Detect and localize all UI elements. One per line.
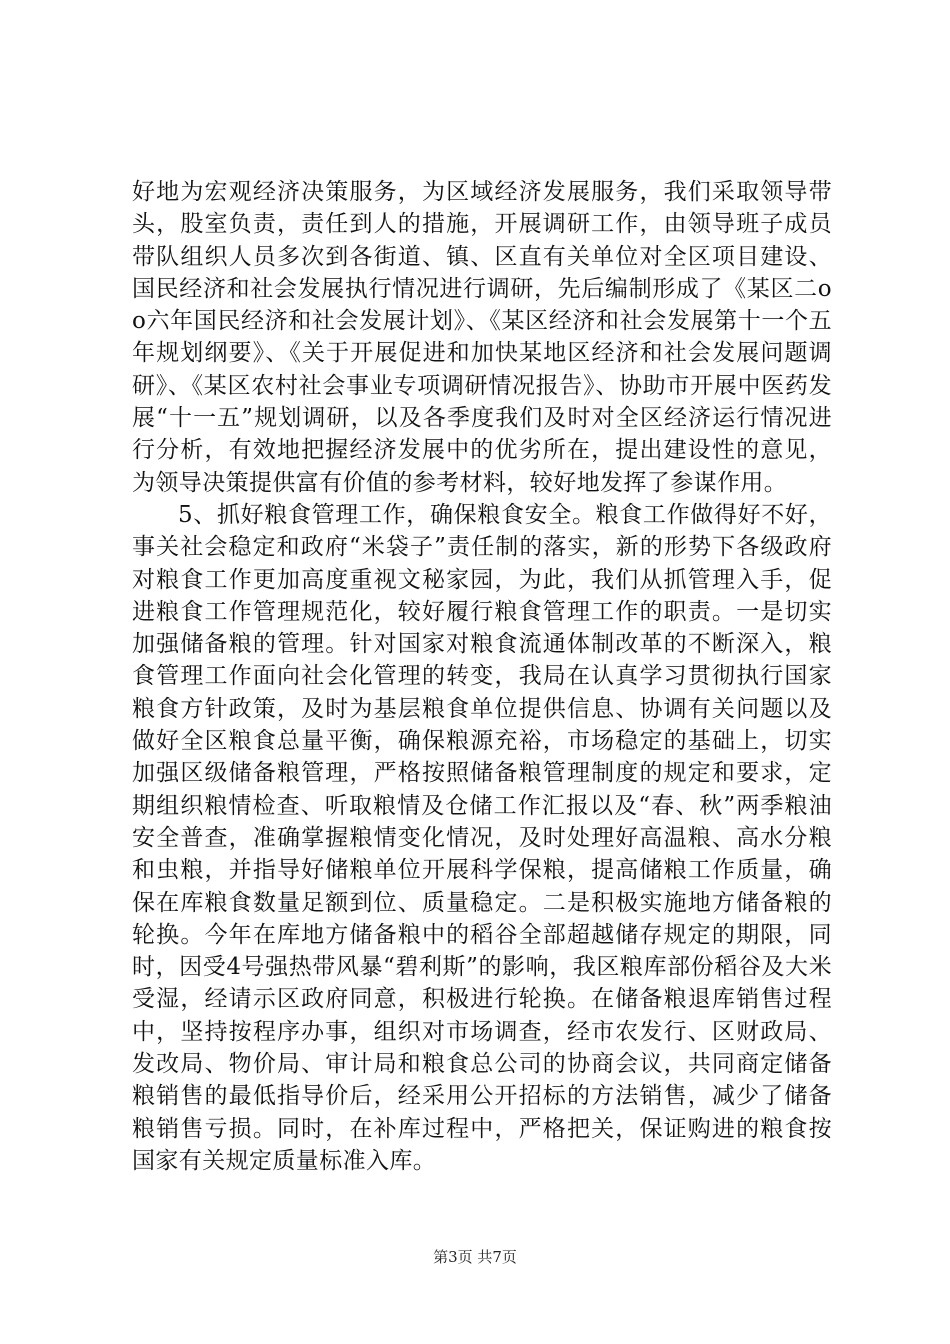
paragraph-research-work: 好地为宏观经济决策服务，为区域经济发展服务，我们采取领导带头，股室负责，责任到人的措施，开展调研工作，由领导班子成员带队组织人员多次到各街道、镇、区直有关单位对全区项目建设、国民经济和社会发展执行情况进行调研，先后编制形成了《某区二oo六年国民经济和社会发展计划》、《某区经济和社会发展第十一个五年规划纲要》、《关于开展促进和加快某地区经济和社会发展问题调研》、《某区农村社会事业专项调研情况报告》、协助市开展中医药发展“十一五”规划调研，以及各季度我们及时对全区经济运行情况进行分析，有效地把握经济发展中的优劣所在，提出建设性的意见，为领导决策提供富有价值的参考材料，较好地发挥了参谋作用。 bbox=[132, 179, 832, 496]
document-body bbox=[132, 176, 832, 1177]
page-number-footer: 第3页 共7页 bbox=[433, 1248, 517, 1266]
paragraph-grain-management: 5、抓好粮食管理工作，确保粮食安全。粮食工作做得好不好，事关社会稳定和政府“米袋子”责任制的落实，新的形势下各级政府对粮食工作更加高度重视文秘家园，为此，我们从抓管理入手，促进粮食工作管理规范化，较好履行粮食管理工作的职责。一是切实加强储备粮的管理。针对国家对粮食流通体制改革的不断深入，粮食管理工作面向社会化管理的转变，我局在认真学习贯彻执行国家粮食方针政策，及时为基层粮食单位提供信息、协调有关问题以及做好全区粮食总量平衡，确保粮源充裕，市场稳定的基础上，切实加强区级储备粮管理，严格按照储备粮管理制度的规定和要求，定期组织粮情检查、听取粮情及仓储工作汇报以及“春、秋”两季粮油安全普查，准确掌握粮情变化情况，及时处理好高温粮、高水分粮和虫粮，并指导好储粮单位开展科学保粮，提高储粮工作质量，确保在库粮食数量足额到位、质量稳定。二是积极实施地方储备粮的轮换。今年在库地方储备粮中的稻谷全部超越储存规定的期限，同时，因受4号强热带风暴“碧利斯”的影响，我区粮库部份稻谷及大米受湿，经请示区政府同意，积极进行轮换。在储备粮退库销售过程中，坚持按程序办事，组织对市场调查，经市农发行、区财政局、发改局、物价局、审计局和粮食总公司的协商会议，共同商定储备粮销售的最低指导价后，经采用公开招标的方法销售，减少了储备粮销售亏损。同时，在补库过程中，严格把关，保证购进的粮食按国家有关规定质量标准入库。 bbox=[132, 501, 832, 1174]
